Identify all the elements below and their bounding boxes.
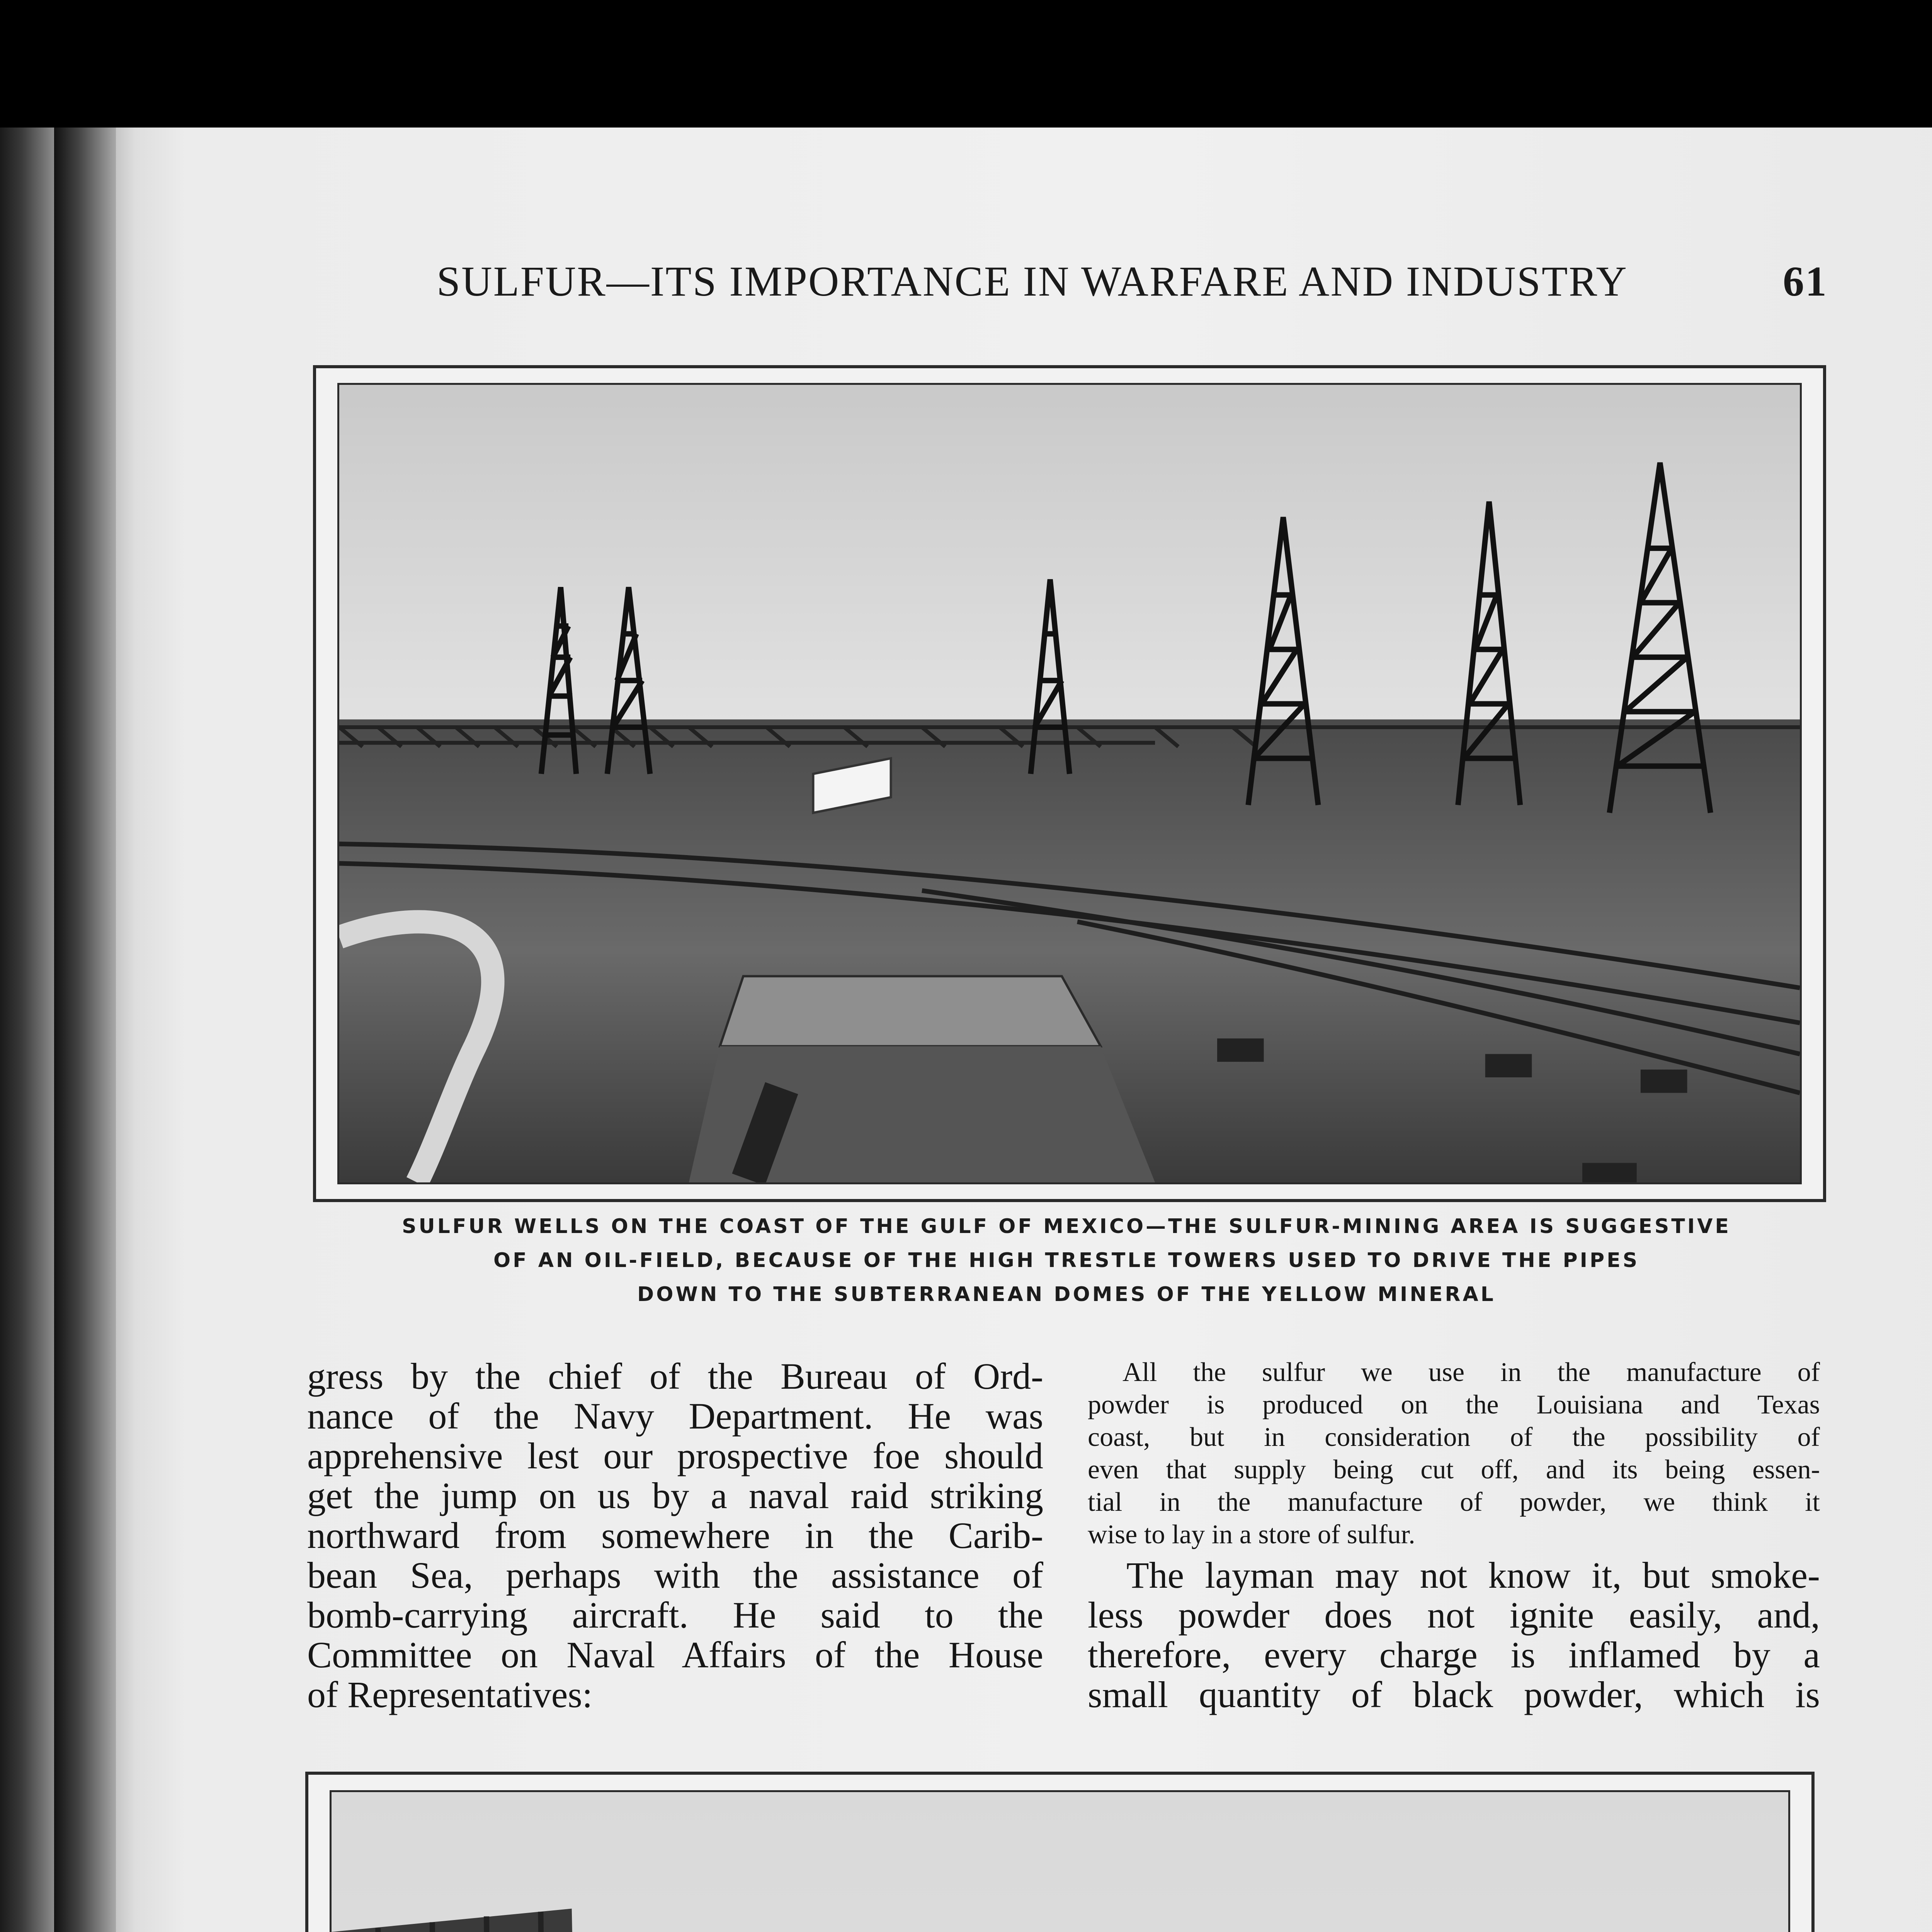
body-column-right — [1088, 1555, 1820, 1714]
body-line: of Representatives: — [307, 1674, 593, 1715]
caption-line: DOWN TO THE SUBTERRANEAN DOMES OF THE YELLOW MINERAL — [637, 1283, 1496, 1306]
body-line: small quantity of black powder, which is — [1088, 1674, 1820, 1715]
body-line: apprehensive lest our prospective foe should — [307, 1435, 1043, 1476]
body-line: The layman may not know it, but smoke- — [1126, 1554, 1820, 1596]
photo-sulfur-bins — [332, 1792, 1788, 1932]
block-quote — [1088, 1356, 1820, 1551]
body-line: bean Sea, perhaps with the assistance of — [307, 1554, 1043, 1596]
caption-line: SULFUR WELLS ON THE COAST OF THE GULF OF MEXICO—THE SULFUR-MINING AREA IS SUGGESTIVE — [402, 1215, 1731, 1238]
body-line: bomb-carrying aircraft. He said to the — [307, 1594, 1043, 1636]
photo-sulfur-wells-frame — [313, 365, 1826, 1202]
page-number: 61 — [1783, 258, 1828, 305]
body-line: therefore, every charge is inflamed by a — [1088, 1634, 1820, 1675]
quote-line: All the sulfur we use in the manufacture of — [1122, 1357, 1820, 1387]
quote-line: powder is produced on the Louisiana and Texas — [1088, 1390, 1820, 1420]
body-line: Committee on Naval Affairs of the House — [307, 1634, 1043, 1675]
running-head-title: SULFUR—ITS IMPORTANCE IN WARFARE AND INDUSTRY — [437, 258, 1628, 305]
body-line: less powder does not ignite easily, and, — [1088, 1594, 1820, 1636]
quote-line: wise to lay in a store of sulfur. — [1088, 1520, 1415, 1549]
quote-line: coast, but in consideration of the possibility of — [1088, 1422, 1820, 1452]
book-spine — [54, 128, 116, 1932]
photo-sulfur-bins-frame — [305, 1772, 1815, 1932]
body-line: nance of the Navy Department. He was — [307, 1395, 1043, 1437]
caption-line: OF AN OIL-FIELD, BECAUSE OF THE HIGH TRESTLE TOWERS USED TO DRIVE THE PIPES — [493, 1249, 1640, 1272]
caption-sulfur-wells — [313, 1209, 1820, 1311]
body-line: get the jump on us by a naval raid striking — [307, 1475, 1043, 1516]
body-line: gress by the chief of the Bureau of Ord- — [307, 1355, 1043, 1397]
quote-line: tial in the manufacture of powder, we think it — [1088, 1487, 1820, 1517]
photo-sulfur-wells — [339, 385, 1800, 1182]
quote-line: even that supply being cut off, and its being essen- — [1088, 1455, 1820, 1485]
body-column-left — [307, 1356, 1043, 1714]
body-line: northward from somewhere in the Carib- — [307, 1515, 1043, 1556]
